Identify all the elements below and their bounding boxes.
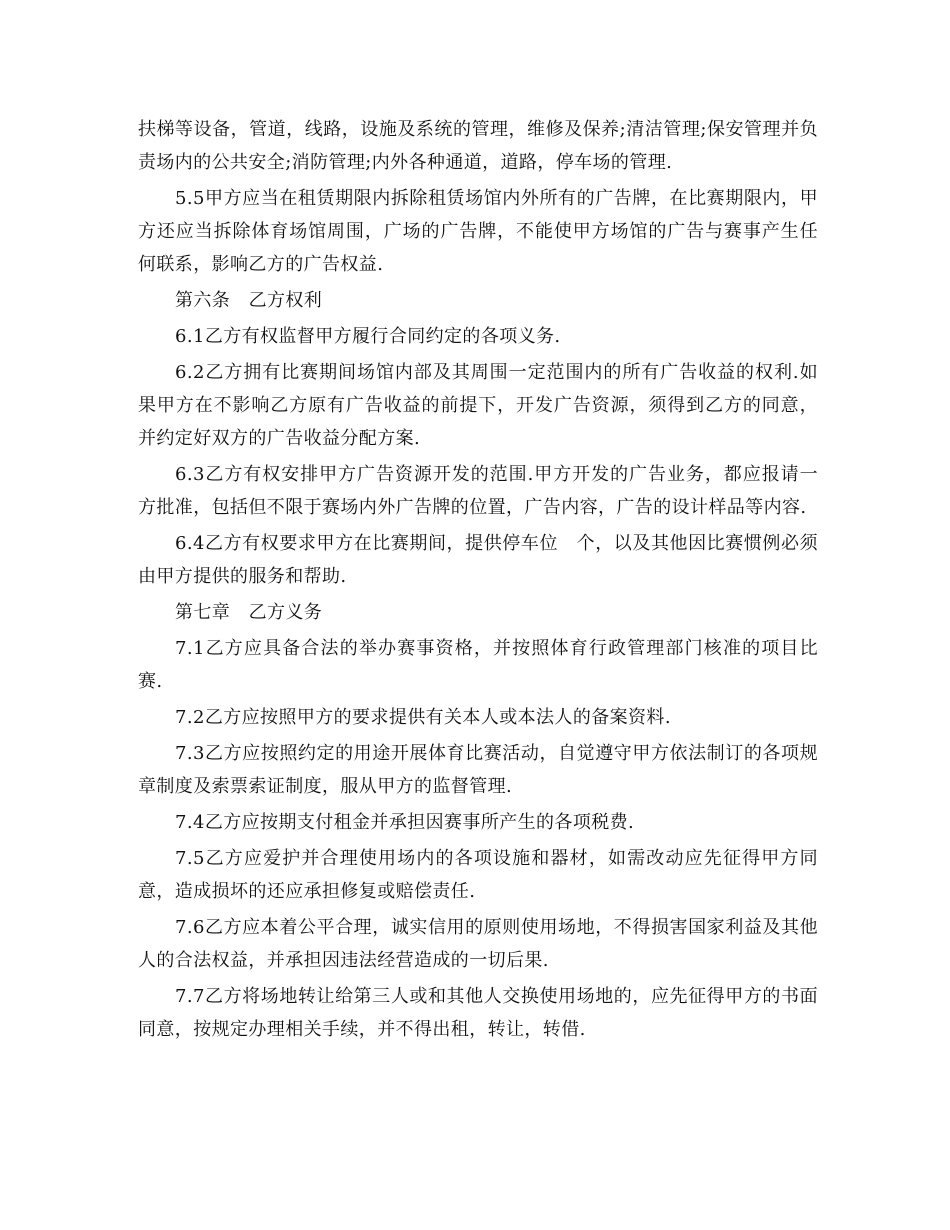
paragraph-6-1: 6.1乙方有权监督甲方履行合同约定的各项义务. <box>175 326 561 347</box>
paragraph-5-5: 5.5甲方应当在租赁期限内拆除租赁场馆内外所有的广告牌，在比赛期限内，甲方还应当拆除体育场馆周围，广场的广告牌，不能使甲方场馆的广告与赛事产生任何联系，影响乙方的广告权益. <box>138 188 818 275</box>
paragraph-continued-facility-management: 扶梯等设备，管道，线路，设施及系统的管理，维修及保养;清洁管理;保安管理并负责场内的公共安全;消防管理;内外各种通道，道路，停车场的管理. <box>138 119 818 173</box>
paragraph-7-6: 7.6乙方应本着公平合理，诚实信用的原则使用场地，不得损害国家利益及其他人的合法权益，并承担因违法经营造成的一切后果. <box>138 917 818 971</box>
document-body <box>138 113 818 1049</box>
section-heading-chapter-7: 第七章 乙方义务 <box>175 602 323 623</box>
paragraph-6-4: 6.4乙方有权要求甲方在比赛期间，提供停车位 个，以及其他因比赛惯例必须由甲方提供的服务和帮助. <box>138 533 818 587</box>
paragraph-7-3: 7.3乙方应按照约定的用途开展体育比赛活动，自觉遵守甲方依法制订的各项规章制度及索票索证制度，服从甲方的监督管理. <box>138 743 818 797</box>
paragraph-6-2: 6.2乙方拥有比赛期间场馆内部及其周围一定范围内的所有广告收益的权利.如果甲方在不影响乙方原有广告收益的前提下，开发广告资源，须得到乙方的同意，并约定好双方的广告收益分配方案. <box>138 362 818 449</box>
paragraph-7-2: 7.2乙方应按照甲方的要求提供有关本人或本法人的备案资料. <box>175 707 671 728</box>
paragraph-7-1: 7.1乙方应具备合法的举办赛事资格，并按照体育行政管理部门核准的项目比赛. <box>138 638 818 692</box>
paragraph-6-3: 6.3乙方有权安排甲方广告资源开发的范围.甲方开发的广告业务，都应报请一方批准，包括但不限于赛场内外广告牌的位置，广告内容，广告的设计样品等内容. <box>138 464 818 518</box>
paragraph-7-7: 7.7乙方将场地转让给第三人或和其他人交换使用场地的，应先征得甲方的书面同意，按规定办理相关手续，并不得出租，转让，转借. <box>138 986 818 1040</box>
section-heading-article-6: 第六条 乙方权利 <box>175 290 323 311</box>
paragraph-7-5: 7.5乙方应爱护并合理使用场内的各项设施和器材，如需改动应先征得甲方同意，造成损坏的还应承担修复或赔偿责任. <box>138 848 818 902</box>
paragraph-7-4: 7.4乙方应按期支付租金并承担因赛事所产生的各项税费. <box>175 812 635 833</box>
